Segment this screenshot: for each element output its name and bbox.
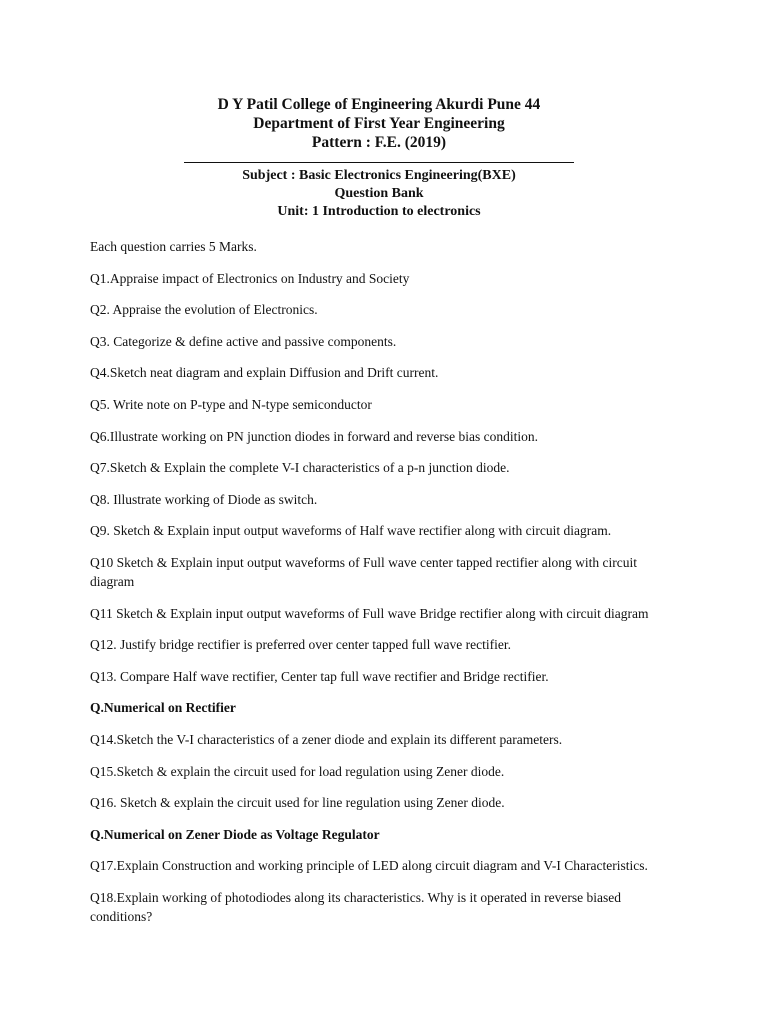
question-item: Q6.Illustrate working on PN junction diodes in forward and reverse bias condition. — [90, 428, 539, 444]
question-item: Q15.Sketch & explain the circuit used for load regulation using Zener diode. — [90, 763, 505, 779]
college-name: D Y Patil College of Engineering Akurdi Pune 44 — [217, 96, 541, 113]
intro-text: Each question carries 5 Marks. — [90, 239, 257, 254]
department-name: Department of First Year Engineering — [253, 115, 505, 132]
question-item: Q16. Sketch & explain the circuit used for line regulation using Zener diode. — [90, 795, 505, 811]
question-list — [90, 237, 668, 926]
unit-title: Unit: 1 Introduction to electronics — [277, 204, 481, 219]
question-item: Q5. Write note on P-type and N-type semiconductor — [90, 396, 372, 412]
question-item: Q2. Appraise the evolution of Electronics. — [90, 302, 318, 318]
header-divider — [184, 156, 574, 163]
question-item: Q12. Justify bridge rectifier is preferred over center tapped full wave rectifier. — [90, 637, 511, 653]
question-item: Q4.Sketch neat diagram and explain Diffusion and Drift current. — [90, 365, 439, 381]
section-heading: Q.Numerical on Rectifier — [90, 700, 236, 716]
question-item: Q8. Illustrate working of Diode as switch. — [90, 491, 318, 507]
section-heading: Q.Numerical on Zener Diode as Voltage Regulator — [90, 826, 380, 842]
question-item: Q10 Sketch & Explain input output waveforms of Full wave center tapped rectifier along with circuit diagram — [90, 554, 637, 589]
document-title: Question Bank — [334, 186, 424, 201]
question-item: Q1.Appraise impact of Electronics on Industry and Society — [90, 270, 410, 286]
question-item: Q18.Explain working of photodiodes along its characteristics. Why is it operated in reverse biased conditions? — [90, 889, 621, 924]
question-item: Q13. Compare Half wave rectifier, Center tap full wave rectifier and Bridge rectifier. — [90, 668, 549, 684]
document-subheader — [90, 167, 668, 221]
question-items — [90, 269, 668, 926]
question-item: Q17.Explain Construction and working principle of LED along circuit diagram and V-I Characteristics. — [90, 858, 648, 874]
question-item: Q9. Sketch & Explain input output waveforms of Half wave rectifier along with circuit diagram. — [90, 523, 612, 539]
document-header — [90, 95, 668, 152]
pattern-label: Pattern : F.E. (2019) — [311, 134, 447, 151]
question-item: Q3. Categorize & define active and passive components. — [90, 333, 397, 349]
question-item: Q11 Sketch & Explain input output waveforms of Full wave Bridge rectifier along with circuit diagram — [90, 605, 649, 621]
subject-title: Subject : Basic Electronics Engineering(BXE) — [242, 168, 516, 183]
question-item: Q7.Sketch & Explain the complete V-I characteristics of a p-n junction diode. — [90, 460, 510, 476]
question-item: Q14.Sketch the V-I characteristics of a zener diode and explain its different parameters. — [90, 731, 563, 747]
